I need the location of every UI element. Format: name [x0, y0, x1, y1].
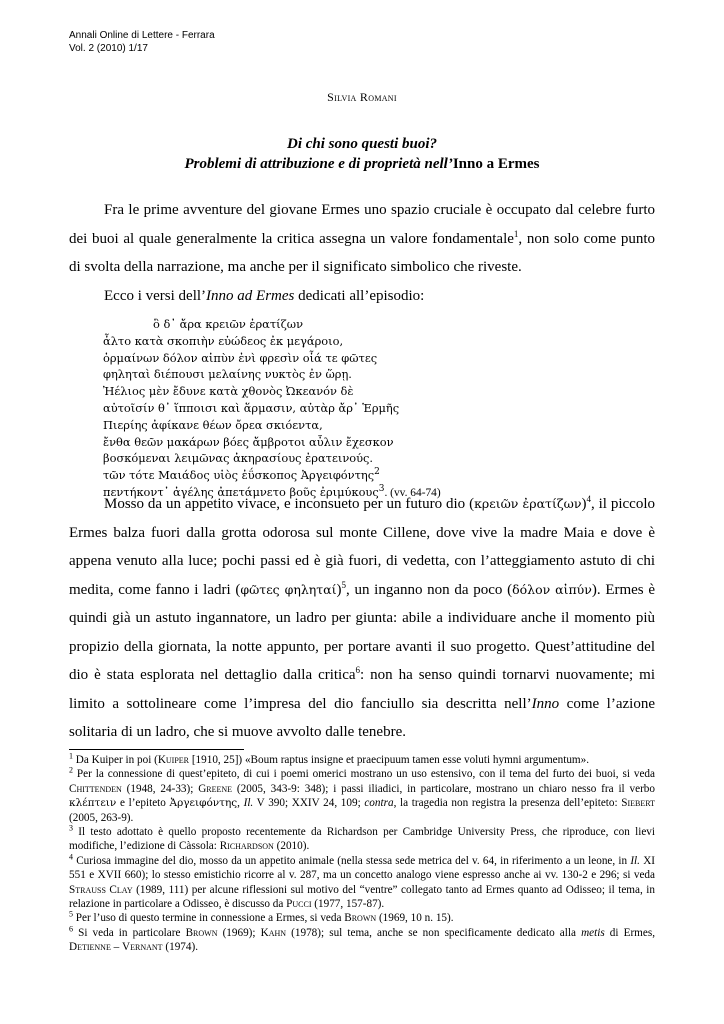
footnote-2: $^2$ Per la connessione di quest’epiteto, di cui i poemi omerici mostrano un uso estensivo, con il tema del furto dei buoi, si veda Chittenden (1948, 24-33); Greene (2005, 343-9: 348); i passi iliadici, in particolare, mostrano un chiaro nesso fra il verbo κλέπτειν e l’epiteto Ἀργειφόντης, Il. V 390; XXIV 24, 109; contra, la tragedia non registra la presenza dell’epiteto: Siebert (2005, 263-9). — [69, 765, 656, 824]
first-section — [69, 196, 655, 310]
author-name: Silvia Romani — [327, 90, 397, 104]
title-line-2: Problemi di attribuzione e di proprietà nell’Inno a Ermes — [184, 156, 540, 172]
title-upright: Inno a Ermes — [452, 156, 540, 172]
running-head — [69, 29, 215, 55]
footnote-ref-1: 1 — [513, 228, 519, 239]
second-section — [69, 490, 655, 747]
footnote-1: $^1$ Da Kuiper in poi (Kuiper [1910, 25]) «Boum raptus insigne et praecipuum tamen esse voluti hymni argumentum». — [69, 751, 590, 766]
verse-line: Πιερίης ἀφίκανε θέων ὄρεα σκιόεντα, — [103, 417, 323, 432]
verse-line: τῶν τότε Μαιάδος υἱὸς ἐΰσκοπος Ἀργειφόντης$^2$ — [103, 467, 380, 483]
paragraph-2: Mosso da un appetito vivace, e inconsueto per un futuro dio (κρειῶν ἐρατίζων)$^4$, il piccolo Ermes balza fuori dalla grotta odorosa sul monte Cillene, dove vive la madre Maia e dove è appena venuto alla luce; pochi passi ed è già fuori, di vedetta, con l’atteggiamento astuto di chi medita, come fanno i ladri (φῶτες φηληταί)$^5$, un inganno non da poco (δόλον αἰπύν). Ermes è quindi già un astuto ingannatore, un ladro per giunta: abile a individuare anche il momento più propizio della giornata, la notte appunto, per portare avanti il suo progetto. Quest’attitudine del dio è stata esplorata nel dettaglio dalla critica$^6$: non ha senso quindi tornarvi nuovamente; mi limito a sottolineare come l’impresa del dio fanciullo sia descritta nell’Inno come l’azione solitaria di un ladro, che si muove avvolto dalle tenebre. — [69, 494, 656, 740]
greek-verse-quotation — [103, 316, 441, 502]
footnote-ref-2: 2 — [374, 467, 380, 478]
footnote-ref-3: 3 — [378, 484, 385, 495]
verse-line: φηληταὶ διέπουσι μελαίνης νυκτὸς ἐν ὥρῃ. — [103, 367, 352, 382]
verse-line: ὁρμαίνων δόλον αἰπὺν ἐνὶ φρεσὶν οἷά τε φῶτες — [103, 350, 378, 365]
verse-intro: Ecco i versi dell’Inno ad Ermes dedicati all’episodio: — [104, 287, 425, 304]
verse-line: ἆλτο κατὰ σκοπιὴν εὐώδεος ἐκ μεγάροιο, — [103, 333, 344, 348]
footnote-3: $^3$ Il testo adottato è quello proposto recentemente da Richardson per Cambridge University Press, che riproduce, con lievi modifiche, l’edizione di Càssola: Richardson (2010). — [69, 823, 655, 853]
footnote-6: $^6$ Si veda in particolare Brown (1969); Kahn (1978); sul tema, anche se non specificamente dedicato alla metis di Ermes, Detienne – Vernant (1974). — [69, 924, 655, 954]
footnotes — [69, 753, 655, 955]
footnote-ref-4: 4 — [586, 494, 591, 504]
verse-reference: . (vv. 64-74) — [384, 486, 441, 499]
journal-name: Annali Online di Lettere - Ferrara — [69, 30, 215, 41]
paragraph-1: Fra le prime avventure del giovane Ermes uno spazio cruciale è occupato dal celebre furto dei buoi al quale generalmente la critica assegna un valore fondamentale$^1$, non solo come punto di svolta della narrazione, ma anche per il significato simbolico che riveste. — [69, 202, 655, 275]
article-title — [60, 134, 664, 174]
journal-volume: Vol. 2 (2010) 1/17 — [69, 43, 148, 54]
verse-line: Ἠέλιος μὲν ἔδυνε κατὰ χθονὸς Ὠκεανόν δὲ — [103, 384, 354, 399]
verse-line: αὐτοῖσίν θ᾽ ἵπποισι καὶ ἅρμασιν, αὐτὰρ ἄρ᾽ Ἑρμῆς — [103, 400, 400, 415]
footnote-separator — [69, 749, 244, 750]
verse-line: ὃ δ᾽ ἄρα κρειῶν ἐρατίζων — [153, 317, 304, 331]
verse-line: πεντήκοντ᾽ ἀγέλης ἀπετάμνετο βοῦς ἐριμύκους$^3$. (vv. 64-74) — [103, 484, 441, 499]
footnote-5: $^5$ Per l’uso di questo termine in connessione a Ermes, si veda Brown (1969, 10 n. 15). — [69, 909, 454, 925]
footnote-4: $^4$ Curiosa immagine del dio, mosso da un appetito animale (nella stessa sede metrica del v. 64, in riferimento a un leone, in Il. XI 551 e XVII 660); lo stesso emistichio ricorre al v. 287, ma un concetto analogo viene espresso anche ai vv. 130-2 e 296; si veda Strauss Clay (1989, 111) per alcune riflessioni sul motivo del “ventre” collegato tanto ad Ermes quanto ad Odisseo; il tema, in relazione in particolare a Odisseo, è discusso da Pucci (1977, 157-87). — [69, 852, 655, 911]
title-line-1: Di chi sono questi buoi? — [286, 136, 438, 152]
verse-line: ἔνθα θεῶν μακάρων βόες ἄμβροτοι αὖλιν ἔχεσκον — [103, 434, 394, 449]
verse-line: βοσκόμεναι λειμῶνας ἀκηρασίους ἐρατεινούς. — [103, 451, 374, 466]
footnote-ref-6: 6 — [355, 665, 361, 675]
footnote-ref-5: 5 — [341, 579, 347, 590]
